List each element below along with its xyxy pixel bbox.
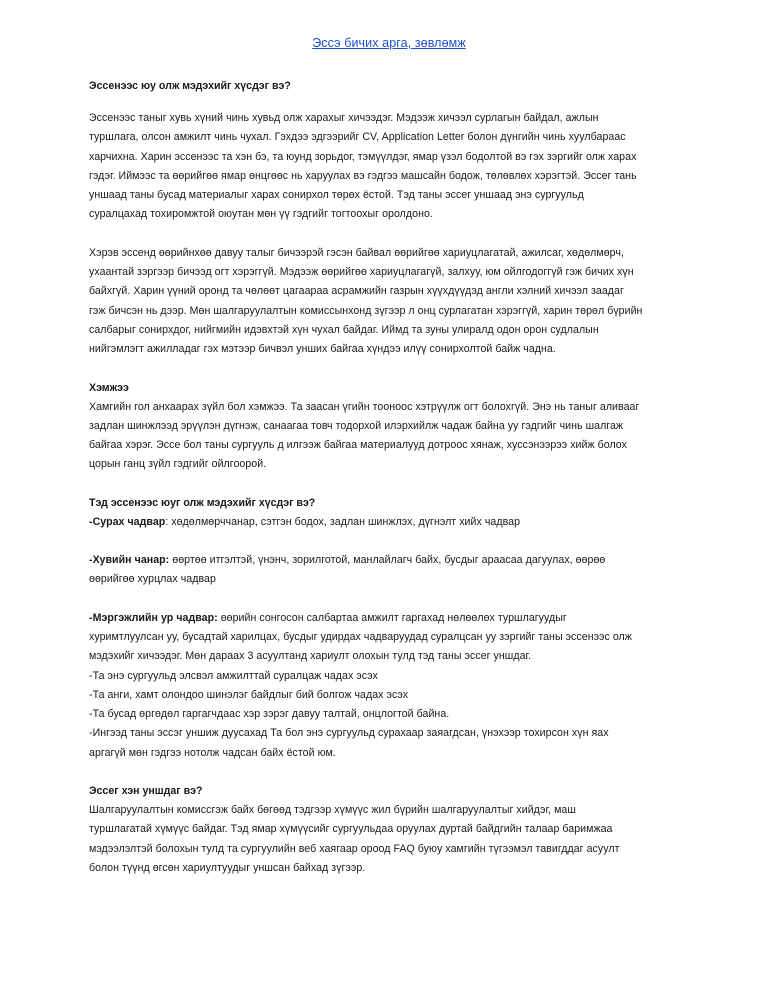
item-label: -Хувийн чанар: [89, 554, 170, 567]
text-line: нийгэмлэгт ажилладаг гэх мэтээр бичвэл унших байгаа хүндээ илүү сонирхолтой байж чадна. [89, 343, 556, 356]
text-line: харчихна. Харин эссенээс та хэн бэ, та юунд зорьдог, тэмүүлдэг, ямар үзэл бодолтой вэ гэх зэргийг олж харах [89, 150, 637, 163]
text-line: -Та анги, хамт олондоо шинэлэг байдлыг бий болгож чадах эсэх [89, 688, 409, 701]
text-line: Эссенээс таныг хувь хүний чинь хувьд олж харахыг хичээдэг. Мэдээж хичээл сурлагын байдал, ажлын [89, 112, 599, 124]
text-line: -Та бусад өргөдөл гаргагчдаас хэр зэрэг давуу талтай, онцлогтой байна. [89, 708, 450, 721]
item-text: өөртөө итгэлтэй, үнэнч, зорилготой, манлайлагч байх, бусдыг араасаа дагуулах, өөрөө [169, 554, 606, 567]
text-line: болон түүнд өгсөн хариултуудыг уншсан байхад зүгээр. [89, 861, 366, 874]
text-line: гэж бичсэн нь дээр. Мөн шалгаруулалтын комиссынхонд зүгээр л онц сурлагатан хэрэггүй, харин төрөл бүрийн [89, 304, 643, 317]
text-line: байхгүй. Харин үүний оронд та чөлөөт цагаараа асрамжийн газрын хүүхдүүдэд англи хэлний хичээл заадаг [89, 285, 624, 298]
text-line: цорын ганц зүйл гэдгийг ойлгоорой. [89, 458, 267, 471]
paragraph-strengths [89, 244, 689, 360]
paragraph-intro [89, 109, 689, 225]
text-line: Хэрэв эссенд өөрийнхөө давуу талыг бичээрэй гэсэн байвал өөрийгөө хариуцлагатай, ажилсаг, хөдөлмөрч, [89, 246, 624, 259]
list-item-personal-qualities [89, 551, 689, 590]
text-line: салбарыг сонирхдог, нийгмийн идэвхтэй хүн чухал байдаг. Иймд та зуны улиралд одон орон судлалын [89, 323, 599, 336]
section-heading-qualities: Тэд эссенээс юуг олж мэдэхийг хүсдэг вэ? [89, 496, 316, 509]
list-item-learning-ability [89, 513, 689, 532]
text-line: хуримтлуулсан уу, бусадтай харилцах, бусдыг удирдах чадваруудад суралцсан уу зэргийг таны эссенээс олж [89, 630, 632, 643]
text-line: Шалгаруулалтын комиссгэж байх бөгөөд тэдгээр хүмүүс жил бүрийн шалгаруулалтыг хийдэг, маш [89, 804, 576, 817]
section-heading-size: Хэмжээ [89, 381, 129, 394]
text-line: задлан шинжлээд эрүүлэн дүгнэж, санаагаа товч тодорхой илэрхийлж чадаж байна уу гэдгийг чинь шалгаж [89, 419, 624, 432]
document-title[interactable]: Эссэ бичих арга, зөвлөмж [312, 36, 466, 50]
text-line: байгаа хэрэг. Эссе бол таны сургууль д илгээж байгаа материалууд дотроос хянаж, хуссэнээрээ хийж болох [89, 439, 627, 452]
paragraph-who-reads [89, 801, 689, 878]
item-text: : хөдөлмөрччанар, сэтгэн бодох, задлан шинжлэх, дүгнэлт хийх чадвар [165, 515, 521, 528]
text-line: мэдээлэлтэй болохын тулд та сургуулийн веб хаягаар ороод FAQ буюу хамгийн түгээмэл тавигддаг асуулт [89, 842, 620, 855]
text-line: өөрийгөө хурцлах чадвар [89, 573, 216, 586]
section-heading-what-they-learn: Эссенээс юу олж мэдэхийг хүсдэг вэ? [89, 80, 291, 92]
text-line: аргагүй мөн гэдгээ нотолж чадсан байх ёстой юм. [89, 746, 336, 759]
text-line: туршлага, олсон амжилт чинь чухал. Гэхдээ эдгээрийг CV, Application Letter болон дүнгийн чинь хуулбараас [89, 131, 626, 144]
item-label: -Мэргэжлийн ур чадвар: [89, 611, 218, 624]
text-line: -Ингээд таны эссэг уншиж дуусахад Та бол энэ сургуульд сурахаар заяагдсан, үнэхээр тохирсон хүн яах [89, 727, 609, 740]
text-line: ухаантай зэргээр бичээд огт хэрэггүй. Мэдээж өөрийгөө хариуцлагагүй, залхуу, юм ойлгодоггүй гэж бичих хүн [89, 266, 634, 279]
text-line: туршлагатай хүмүүс байдаг. Тэд ямар хүмүүсийг сургуульдаа оруулах дуртай байдгийн талаар баримжаа [89, 823, 613, 836]
text-line: суралцахад тохиромжтой оюутан мөн үү гэдгийг тогтоохыг оролдоно. [89, 208, 433, 221]
text-line: уншаад таны бусад материалыг харах сонирхол төрөх ёстой. Тэд таны эссег уншаад энэ сургуульд [89, 189, 584, 202]
text-line: Хамгийн гол анхаарах зүйл бол хэмжээ. Та заасан үгийн тооноос хэтрүүлж огт болохгүй. Энэ нь таныг аливааг [89, 400, 640, 413]
list-item-professional-skills [89, 609, 689, 763]
document-page [89, 36, 689, 878]
text-line: мэдэхийг хичээдэг. Мөн дараах 3 асуултанд хариулт олохын тулд тэд таны эссег уншдаг. [89, 650, 532, 663]
item-text: өөрийн сонгосон салбартаа амжилт гаргахад нөлөөлөх туршлагуудыг [217, 611, 567, 624]
paragraph-size [89, 398, 689, 475]
text-line: -Та энэ сургуульд элсвэл амжилттай суралцаж чадах эсэх [89, 669, 378, 682]
section-heading-who-reads: Эссег хэн уншдаг вэ? [89, 785, 203, 798]
text-line: гэдэг. Иймээс та өөрийгөө ямар өнцгөөс нь харуулах вэ гэдгээ машсайн бодож, төлөвлөх хэрэгтэй. Эссег тань [89, 169, 637, 182]
item-label: -Сурах чадвар [89, 515, 166, 528]
